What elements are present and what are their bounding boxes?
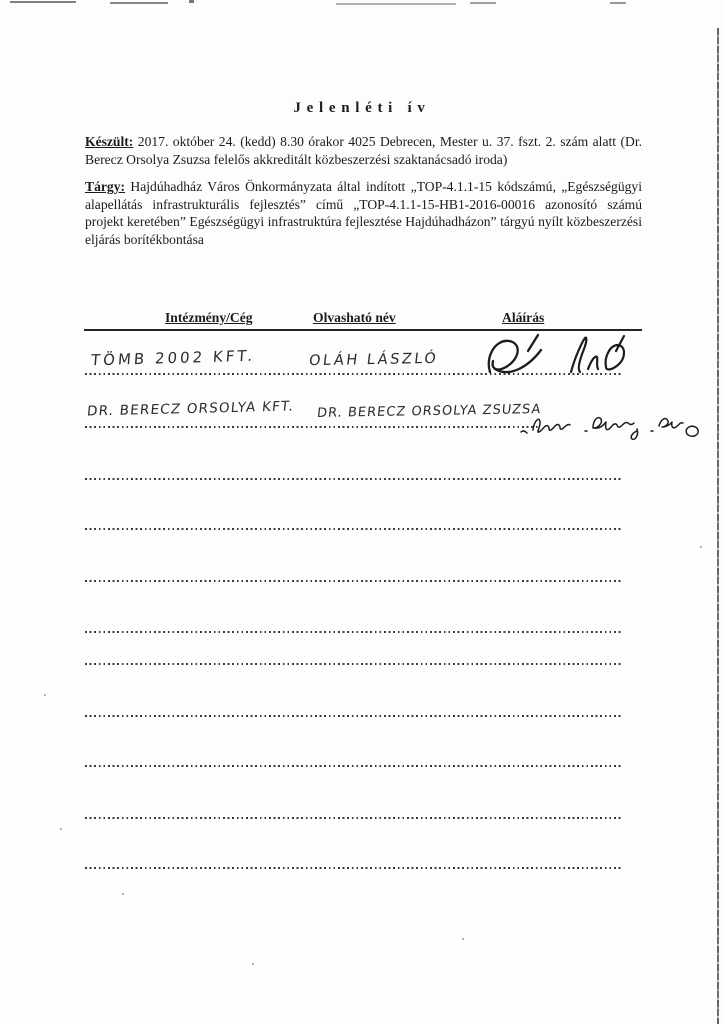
empty-dotted-line	[85, 579, 622, 582]
scan-speck	[700, 546, 702, 548]
empty-dotted-line	[85, 816, 622, 819]
scan-speck	[462, 938, 464, 940]
scan-artifact-right-edge	[717, 28, 719, 1024]
row1-readable-name-handwriting: OLÁH LÁSZLÓ	[308, 350, 440, 370]
row2-signature-scribble	[517, 403, 707, 441]
row2-readable-name-handwriting: DR. BERECZ ORSOLYA ZSUZSA	[316, 402, 543, 421]
empty-dotted-line	[85, 527, 622, 530]
subject-paragraph	[85, 178, 642, 248]
empty-dotted-line	[85, 630, 622, 633]
empty-dotted-line	[85, 477, 622, 480]
subject-label: Tárgy:	[85, 179, 126, 194]
scan-speck	[60, 828, 62, 830]
empty-dotted-line	[85, 866, 622, 869]
scan-artifact-top-edge	[336, 3, 456, 5]
row2-dotted-line	[85, 425, 540, 428]
row1-institution-handwriting: TÖMB 2002 KFT.	[90, 346, 256, 370]
row2-institution-handwriting: DR. BERECZ ORSOLYA KFT.	[86, 398, 295, 420]
made-text: 2017. október 24. (kedd) 8.30 órakor 4025 Debrecen, Mester u. 37. fszt. 2. szám alatt (Dr. Berecz Orsolya Zsuzsa felelős akkreditált közbeszerzési szaktanácsadó iroda)	[85, 134, 642, 167]
page-title: Jelenléti ív	[293, 100, 431, 116]
empty-dotted-line	[85, 764, 622, 767]
scan-artifact-top-edge	[110, 2, 168, 4]
empty-dotted-line	[85, 662, 622, 665]
made-paragraph	[85, 133, 642, 168]
subject-text: Hajdúhadház Város Önkormányzata által indított „TOP-4.1.1-15 kódszámú, „Egészségügyi alapellátás infrastrukturális fejlesztés” című „TOP-4.1.1-15-HB1-2016-00016 azonosító számú projekt keretében” Egészségügyi infrastruktúra fejlesztése Hajdúhadházon” tárgyú nyílt közbeszerzési eljárás borítékbontása	[85, 179, 642, 247]
column-header-institution: Intézmény/Cég	[165, 310, 253, 325]
scan-artifact-top-edge	[189, 0, 194, 3]
empty-dotted-line	[85, 714, 622, 717]
column-header-readable-name: Olvasható név	[313, 310, 396, 325]
row1-signature-scribble	[483, 330, 648, 385]
row1-dotted-line	[85, 372, 622, 375]
scan-speck	[252, 963, 254, 965]
scan-artifact-top-edge	[10, 1, 76, 3]
scan-speck	[44, 694, 46, 696]
scan-artifact-top-edge	[470, 2, 496, 4]
column-header-signature: Aláírás	[502, 310, 545, 325]
scan-artifact-top-edge	[610, 2, 626, 4]
scan-speck	[122, 893, 124, 895]
made-label: Készült:	[85, 134, 134, 149]
